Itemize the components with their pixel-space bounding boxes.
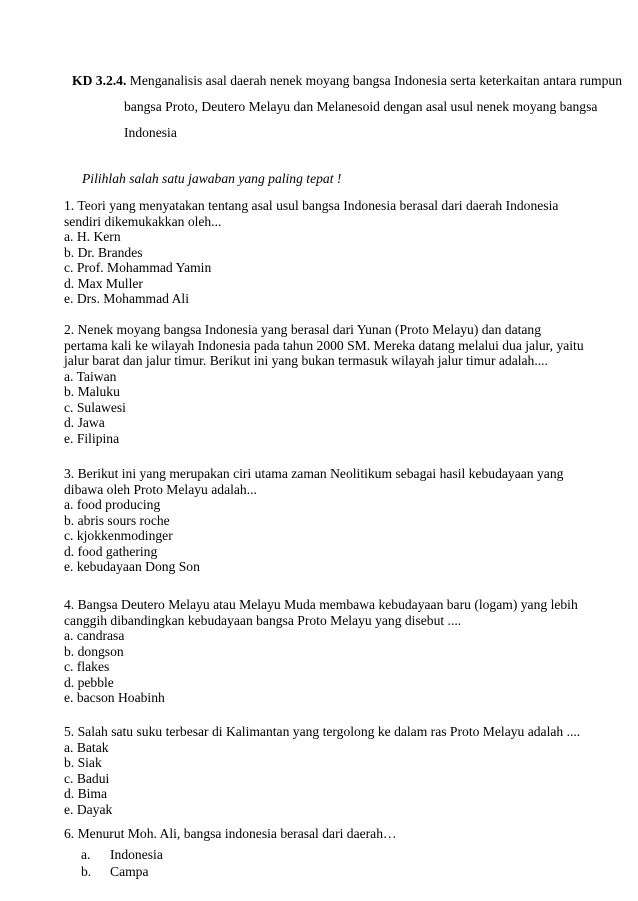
option-label: Indonesia [110, 846, 163, 862]
option-e: e. bacson Hoabinh [64, 690, 165, 705]
option-a: a. Batak [64, 739, 109, 755]
competency-line-2: bangsa Proto, Deutero Melayu dan Melanesoid dengan asal usul nenek moyang bangsa [124, 99, 598, 114]
option-b [64, 863, 584, 880]
competency-line-3: Indonesia [124, 125, 177, 140]
question-text: 6. Menurut Moh. Ali, bangsa indonesia berasal dari daerah… [64, 826, 397, 841]
question-text: 5. Salah satu suku terbesar di Kalimantan yang tergolong ke dalam ras Proto Melayu adalah .... [64, 724, 581, 739]
option-e: e. Drs. Mohammad Ali [64, 291, 189, 306]
option-b: b. Dr. Brandes [64, 244, 143, 260]
instruction: Pilihlah salah satu jawaban yang paling tepat ! [82, 171, 342, 186]
option-b: b. dongson [64, 643, 124, 659]
option-e: e. Filipina [64, 430, 120, 446]
option-marker: a. [81, 846, 91, 862]
option-a: a. Taiwan [64, 368, 117, 384]
competency-line-1 [72, 68, 622, 94]
option-a: a. food producing [64, 497, 161, 512]
option-c: c. Badui [64, 770, 110, 786]
option-d: d. Max Muller [64, 275, 143, 291]
question-text: 4. Bangsa Deutero Melayu atau Melayu Muda membawa kebudayaan baru (logam) yang lebih canggih dibandingkan kebudayaan bangsa Proto Melayu yang disebut .... [64, 597, 578, 628]
option-d: d. pebble [64, 674, 114, 690]
competency-text-1: Menganalisis asal daerah nenek moyang bangsa Indonesia serta keterkaitan antara rumpun [129, 73, 622, 88]
option-d: d. Jawa [64, 415, 105, 430]
question-text: 2. Nenek moyang bangsa Indonesia yang berasal dari Yunan (Proto Melayu) dan datang pertama kali ke wilayah Indonesia pada tahun 2000 SM. Mereka datang melalui dua jalur, yaitu jalur barat dan jalur timur. Berikut ini yang bukan termasuk wilayah jalur timur adalah.... [64, 322, 584, 368]
option-b: b. Siak [64, 755, 102, 770]
question-4 [64, 597, 584, 706]
option-b: b. abris sours roche [64, 512, 170, 528]
option-d: d. Bima [64, 786, 108, 801]
option-list [64, 846, 584, 880]
option-c: c. flakes [64, 659, 110, 674]
option-e: e. kebudayaan Dong Son [64, 559, 200, 574]
option-a: a. candrasa [64, 628, 125, 643]
option-b: b. Maluku [64, 384, 120, 399]
question-3 [64, 466, 584, 575]
question-2 [64, 322, 584, 446]
option-label: Campa [110, 863, 149, 879]
option-a [64, 846, 584, 863]
question-1 [64, 198, 584, 307]
competency-code: KD 3.2.4. [72, 73, 127, 88]
option-c: c. Sulawesi [64, 399, 126, 415]
option-marker: b. [81, 863, 92, 879]
question-6 [64, 826, 584, 880]
option-a: a. H. Kern [64, 229, 121, 244]
option-e: e. Dayak [64, 801, 113, 817]
question-5 [64, 724, 584, 817]
option-c: c. Prof. Mohammad Yamin [64, 260, 212, 275]
competency-header [72, 68, 622, 146]
question-text: 1. Teori yang menyatakan tentang asal usul bangsa Indonesia berasal dari daerah Indonesia sendiri dikemukakkan oleh... [64, 198, 559, 229]
option-d: d. food gathering [64, 543, 158, 559]
option-c: c. kjokkenmodinger [64, 528, 173, 543]
question-text: 3. Berikut ini yang merupakan ciri utama zaman Neolitikum sebagai hasil kebudayaan yang dibawa oleh Proto Melayu adalah... [64, 466, 564, 497]
